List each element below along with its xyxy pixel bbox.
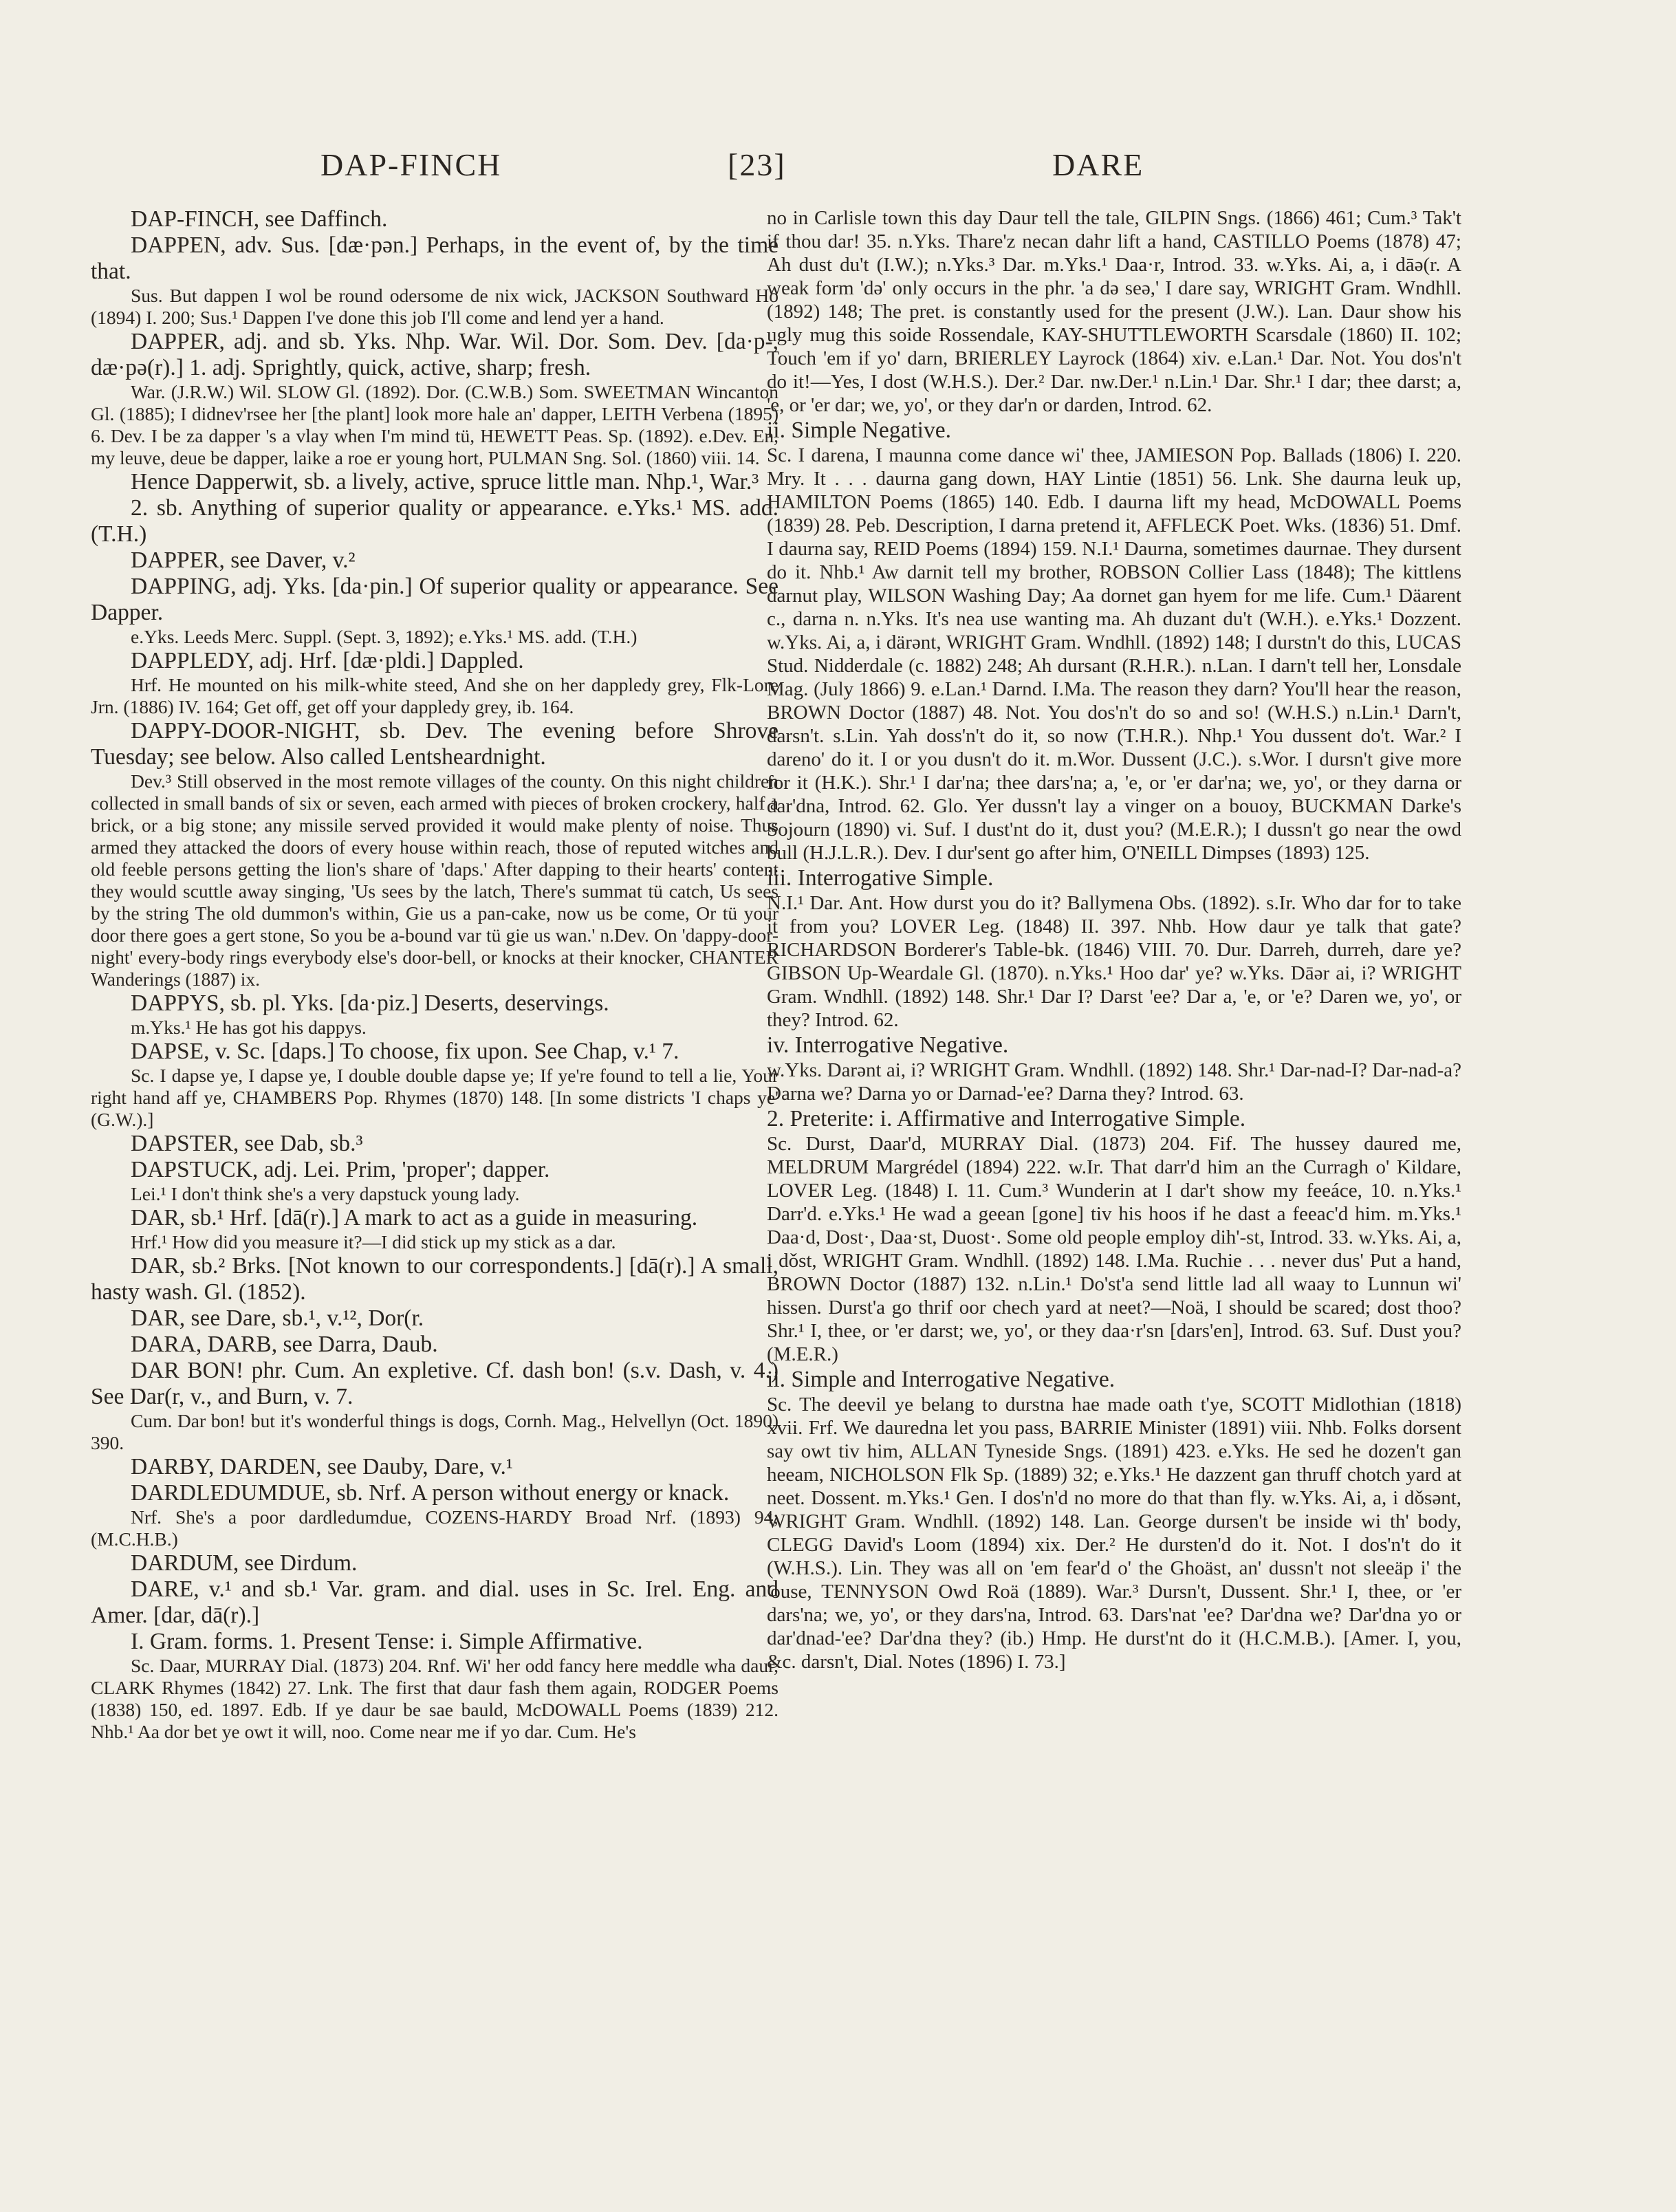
running-head-left: DAP-FINCH — [320, 147, 502, 182]
citation: e.Yks. Leeds Merc. Suppl. (Sept. 3, 1892); e.Yks.¹ MS. add. (T.H.) — [131, 626, 638, 647]
subsection-heading: ii. Simple Negative. — [767, 418, 951, 443]
dictionary-entry: DAPSTER, see Dab, sb.³ — [131, 1131, 363, 1156]
dictionary-entry: DARE, v.¹ and sb.¹ Var. gram. and dial. uses in Sc. Irel. Eng. and Amer. [dar, dā(r).] — [91, 1576, 779, 1628]
dictionary-entry: DAPPY-DOOR-NIGHT, sb. Dev. The evening before Shrove Tuesday; see below. Also called Lentsheardnight. — [91, 718, 779, 770]
subsection-heading: ii. Simple and Interrogative Negative. — [767, 1367, 1115, 1392]
citation: Hrf.¹ How did you measure it?—I did stick up my stick as a dar. — [131, 1231, 616, 1253]
citation: War. (J.R.W.) Wil. SLOW Gl. (1892). Dor. (C.W.B.) Som. SWEETMAN Wincanton Gl. (1885); I didnev'rsee her [the plant] look more hale an' dapper, LEITH Verbena (1895) 6. Dev. I be za dapper 's a vlay when I'm mind tü, HEWETT Peas. Sp. (1892). e.Dev. En, my leuve, deue be dapper, laike a roe er young hort, PULMAN Sng. Sol. (1860) viii. 14. — [91, 381, 779, 468]
citation: w.Yks. Darənt ai, i? WRIGHT Gram. Wndhll. (1892) 148. Shr.¹ Dar-nad-I? Dar-nad-a? Darna we? Darna yo or Darnad-'ee? Darna they? Introd. 63. — [767, 1059, 1461, 1105]
dictionary-entry: DARDUM, see Dirdum. — [131, 1550, 358, 1576]
citation: Sc. I darena, I maunna come dance wi' thee, JAMIESON Pop. Ballads (1806) I. 220. Mry. It . . . daurna gang down, HAY Lintie (1851) 56. Lnk. She daurna leuk up, HAMILTON Poems (1865) 140. Edb. I daurna lift my head, McDOWALL Poems (1839) 28. Peb. Description, I darna pretend it, AFFLECK Poet. Wks. (1836) 51. Dmf. I daurna say, REID Poems (1894) 159. N.I.¹ Daurna, sometimes daurnae. They dursent do it. Nhb.¹ Aw darnit tell my brother, ROBSON Collier Lass (1848); The kittlens darnut play, WILSON Washing Day; Aa dornet gan hyem for me life. Cum.¹ Däarent c., darna n. n.Yks. It's nea use wanting ma. Ah duzant du't (W.H.). e.Yks.¹ Dozzent. w.Yks. Ai, a, i därənt, WRIGHT Gram. Wndhll. (1892) 148; I durstn't do this, LUCAS Stud. Nidderdale (c. 1882) 248; Ah dursant (R.H.R.). n.Lan. I darn't tell her, Lonsdale Mag. (July 1866) 9. e.Lan.¹ Darnd. I.Ma. The reason they darn? You'll hear the reason, BROWN Doctor (1887) 48. Not. You dos'n't do so and so! (W.H.S.) n.Lin.¹ Darn't, darsn't. s.Lin. Yah doss'n't do it, so now (T.H.R.). Nhp.¹ You dussent do't. War.² I dareno' do it. I or you dusn't do it. m.Wor. Dussent (J.C.). s.Wor. I dursn't give more for it (H.K.). Shr.¹ I dar'na; thee dars'na; a, 'e, or 'er dar'na; we, yo', or they darna or dar'dna, Introd. 62. Glo. Yer dussn't lay a vinger on a bouoy, BUCKMAN Darke's Sojourn (1890) vi. Suf. I dust'nt do it, dust you? (M.E.R.); I dussn't go near the owd bull (H.J.L.R.). Dev. I dur'sent go after him, O'NEILL Dimpses (1893) 125. — [767, 444, 1461, 864]
citation: Sus. But dappen I wol be round odersome de nix wick, JACKSON Southward Ho (1894) I. 200; Sus.¹ Dappen I've done this job I'll come and lend yer a hand. — [91, 285, 779, 328]
dictionary-entry: DARA, DARB, see Darra, Daub. — [131, 1332, 438, 1357]
dictionary-entry: DARDLEDUMDUE, sb. Nrf. A person without energy or knack. — [131, 1480, 730, 1506]
dictionary-entry: DAPPLEDY, adj. Hrf. [dæ·pldi.] Dappled. — [131, 648, 524, 673]
dictionary-entry: DAPPER, adj. and sb. Yks. Nhp. War. Wil. Dor. Som. Dev. [da·p-, dæ·pə(r).] 1. adj. Sprightly, quick, active, sharp; fresh. — [91, 329, 779, 380]
citation: Dev.³ Still observed in the most remote villages of the county. On this night children collected in small bands of six or seven, each armed with pieces of broken crockery, half a brick, or a big stone; any missile served provided it would make plenty of noise. Thus armed they attacked the doors of every house within reach, those of reputed witches and old feeble persons getting the lion's share of 'daps.' After dapping to their hearts' content they would scuttle away singing, 'Us sees by the latch, There's summat tü catch, Us sees by the string The old dummon's within, Gie us a pan-cake, now us be come, Or tü your door there goes a gert stone, So you be a-bound var tü gie us wan.' n.Dev. On 'dappy-door-night' every-body rings everybody else's door-bell, or knocks at their knocker, CHANTER Wanderings (1887) ix. — [91, 770, 779, 990]
citation: Sc. Daar, MURRAY Dial. (1873) 204. Rnf. Wi' her odd fancy here meddle wha daur, CLARK Rhymes (1842) 27. Lnk. The first that daur fash them again, RODGER Poems (1838) 150, ed. 1897. Edb. If ye daur be sae bauld, McDOWALL Poems (1839) 212. Nhb.¹ Aa dor bet ye owt it will, noo. Come near me if yo dar. Cum. He's — [91, 1655, 779, 1742]
dictionary-entry: DAPPYS, sb. pl. Yks. [da·piz.] Deserts, deservings. — [131, 990, 609, 1016]
citation: Hrf. He mounted on his milk-white steed, And she on her dappledy grey, Flk-Lore Jrn. (1886) IV. 164; Get off, get off your dappledy grey, ib. 164. — [91, 674, 779, 717]
dictionary-entry: DAP-FINCH, see Daffinch. — [131, 206, 388, 232]
dictionary-entry: DAPSTUCK, adj. Lei. Prim, 'proper'; dapper. — [131, 1157, 550, 1182]
dictionary-entry: DAPPER, see Daver, v.² — [131, 547, 356, 573]
dictionary-entry: DAPPING, adj. Yks. [da·pin.] Of superior quality or appearance. See Dapper. — [91, 574, 779, 625]
dictionary-entry: DAR, sb.¹ Hrf. [dā(r).] A mark to act as a guide in measuring. — [131, 1205, 698, 1230]
citation: N.I.¹ Dar. Ant. How durst you do it? Ballymena Obs. (1892). s.Ir. Who dar for to take it from you? LOVER Leg. (1848) II. 397. Nhb. How daur ye talk that gate? RICHARDSON Borderer's Table-bk. (1846) VIII. 70. Dur. Darreh, durreh, dare ye? GIBSON Up-Weardale Gl. (1870). n.Yks.¹ Hoo dar' ye? w.Yks. Dāər ai, i? WRIGHT Gram. Wndhll. (1892) 148. Shr.¹ Dar I? Darst 'ee? Dar a, 'e, or 'e? Daren we, yo', or they? Introd. 62. — [767, 892, 1461, 1031]
citation: Cum. Dar bon! but it's wonderful things is dogs, Cornh. Mag., Helvellyn (Oct. 1890) 390. — [91, 1410, 779, 1453]
citation: Nrf. She's a poor dardledumdue, COZENS-HARDY Broad Nrf. (1893) 94; (M.C.H.B.) — [91, 1506, 779, 1550]
dictionary-entry: 2. sb. Anything of superior quality or appearance. e.Yks.¹ MS. add. (T.H.) — [91, 495, 779, 547]
page-number: [23] — [728, 147, 786, 182]
citation: Lei.¹ I don't think she's a very dapstuck young lady. — [131, 1183, 520, 1204]
citation: no in Carlisle town this day Daur tell the tale, GILPIN Sngs. (1866) 461; Cum.³ Tak't if thou dar! 35. n.Yks. Thare'z necan dahr lift a hand, CASTILLO Poems (1878) 47; Ah dust du't (I.W.); n.Yks.³ Dar. m.Yks.¹ Daa·r, Introd. 33. w.Yks. Ai, a, i dāə(r. A weak form 'də' only occurs in the phr. 'a də seə,' I dare say, WRIGHT Gram. Wndhll. (1892) 148; The pret. is constantly used for the present (J.W.). Lan. Daur show his ugly mug this soide Rossendale, KAY-SHUTTLEWORTH Scarsdale (1860) II. 102; Touch 'em if yo' darn, BRIERLEY Layrock (1864) xiv. e.Lan.¹ Dar. Not. You dos'n't do it!—Yes, I dost (W.H.S.). Der.² Dar. nw.Der.¹ n.Lin.¹ Dar. Shr.¹ I dar; thee darst; a, 'e, or 'er dar; we, yo', or they dar'n or darden, Introd. 62. — [767, 207, 1461, 416]
citation: m.Yks.¹ He has got his dappys. — [131, 1017, 367, 1038]
dictionary-entry: DAPPEN, adv. Sus. [dæ·pən.] Perhaps, in the event of, by the time that. — [91, 232, 779, 284]
subsection-heading: iii. Interrogative Simple. — [767, 865, 994, 891]
subsection-heading: iv. Interrogative Negative. — [767, 1032, 1009, 1058]
subsection-heading: 2. Preterite: i. Affirmative and Interrogative Simple. — [767, 1106, 1246, 1131]
citation: Sc. The deevil ye belang to durstna hae made oath t'ye, SCOTT Midlothian (1818) xvii. Frf. We dauredna let you pass, BARRIE Minister (1891) viii. Nhb. Folks dorsent say owt tiv him, ALLAN Tyneside Sngs. (1891) 423. e.Yks. He sed he dozen't gan heeam, NICHOLSON Flk Sp. (1889) 32; e.Yks.¹ He dazzent gan thruff chotch yard at neet. Dossent. m.Yks.¹ Gen. I dos'n'd no more do that than fly. w.Yks. Ai, a, i dǒsənt, WRIGHT Gram. Wndhll. (1892) 148. Lan. George dursen't be inside wi th' body, CLEGG David's Loom (1894) xix. Der.² He dursten'd do it. Not. I dos'n't do it (W.H.S.). Lin. They was all on 'em fear'd o' the Ghoäst, an' dussn't not sleeäp i' the 'ouse, TENNYSON Owd Roä (1889). War.³ Dursn't, Dussent. Shr.¹ I, thee, or 'er dars'na; we, yo', or they dars'na, Introd. 63. Dars'nat 'ee? Dar'dna we? Dar'dna yo or dar'dnad-'ee? Dar'dna they? (ib.) Hmp. He durst'nt do it (H.C.M.B.). [Amer. I, you, &c. darsn't, Dial. Notes (1896) I. 73.] — [767, 1394, 1461, 1673]
dictionary-entry: DAPSE, v. Sc. [daps.] To choose, fix upon. See Chap, v.¹ 7. — [131, 1039, 679, 1064]
dictionary-entry: I. Gram. forms. 1. Present Tense: i. Simple Affirmative. — [131, 1629, 643, 1654]
dictionary-entry: Hence Dapperwit, sb. a lively, active, spruce little man. Nhp.¹, War.³ — [131, 469, 759, 495]
dictionary-entry: DAR, see Dare, sb.¹, v.¹², Dor(r. — [131, 1305, 424, 1331]
left-column — [91, 206, 779, 2201]
dictionary-entry: DARBY, DARDEN, see Dauby, Dare, v.¹ — [131, 1454, 513, 1479]
dictionary-entry: DAR, sb.² Brks. [Not known to our correspondents.] [dā(r).] A small, hasty wash. Gl. (1852). — [91, 1253, 779, 1305]
dictionary-entry: DAR BON! phr. Cum. An expletive. Cf. dash bon! (s.v. Dash, v. 4.) See Dar(r, v., and Burn, v. 7. — [91, 1358, 779, 1409]
right-column — [767, 206, 1461, 2201]
running-head-right: DARE — [1052, 147, 1144, 182]
citation: Sc. I dapse ye, I dapse ye, I double double dapse ye; If ye're found to tell a lie, Your right hand aff ye, CHAMBERS Pop. Rhymes (1870) 148. [In some districts 'I chaps ye' (G.W.).] — [91, 1065, 779, 1130]
citation: Sc. Durst, Daar'd, MURRAY Dial. (1873) 204. Fif. The hussey daured me, MELDRUM Margrédel (1894) 222. w.Ir. That darr'd him an the Curragh o' Kildare, LOVER Leg. (1848) I. 11. Cum.³ Wunderin at I dar't show my feeáce, 10. n.Yks.¹ Darr'd. e.Yks.¹ He wad a geean [gone] tiv his hoos if he dast a feeac'd him. m.Yks.¹ Daa·d, Dost·, Daa·st, Duost·. Some old people employ dih'-st, Introd. 33. w.Yks. Ai, a, i dǒst, WRIGHT Gram. Wndhll. (1892) 148. I.Ma. Ruchie . . . never dus' Put a hand, BROWN Doctor (1887) 132. n.Lin.¹ Do'st'a send little lad all waay to Lunnun wi' hissen. Durst'a go thrif oor chech yard at neet?—Noä, I should be scared; dost thoo? Shr.¹ I, thee, or 'er darst; we, yo', or they daa·r'sn [dars'en], Introd. 63. Suf. Dust you? (M.E.R.) — [767, 1133, 1461, 1365]
